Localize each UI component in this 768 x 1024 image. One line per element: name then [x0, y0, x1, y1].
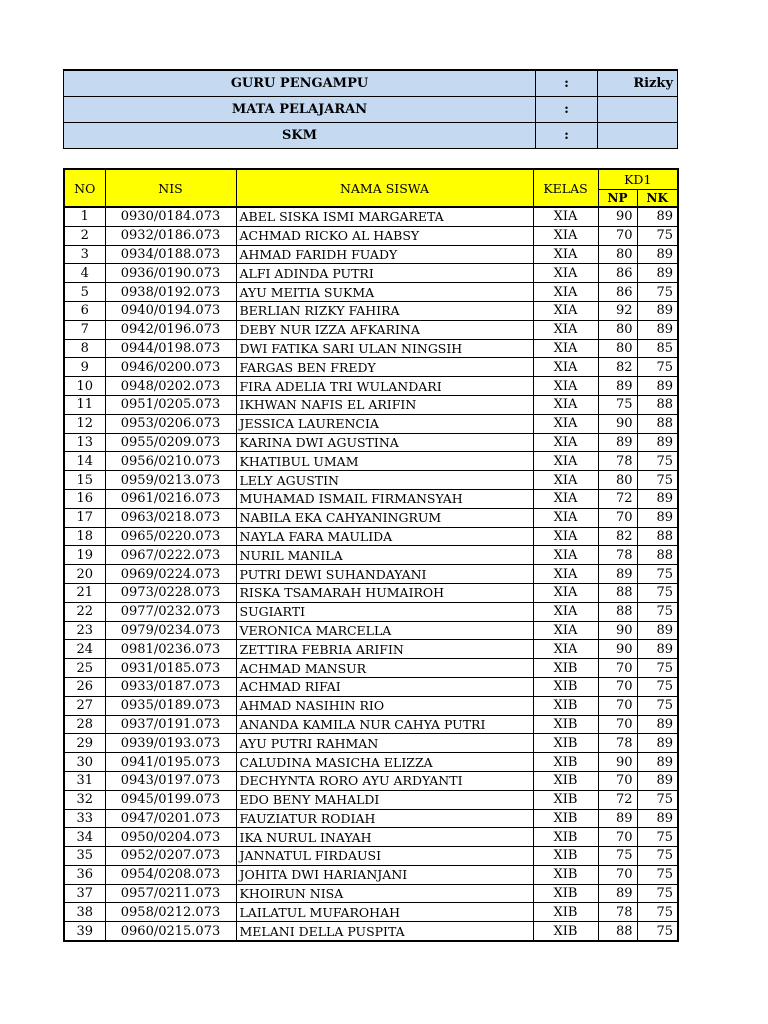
cell-no: 37 — [64, 884, 105, 903]
cell-kelas: XIA — [533, 583, 598, 602]
cell-nama-siswa: ZETTIRA FEBRIA ARIFIN — [236, 640, 533, 659]
cell-nis: 0953/0206.073 — [105, 414, 236, 433]
cell-nk: 88 — [637, 414, 678, 433]
cell-nama-siswa: MELANI DELLA PUSPITA — [236, 922, 533, 941]
table-row — [64, 677, 678, 696]
cell-no: 39 — [64, 922, 105, 941]
cell-nis: 0933/0187.073 — [105, 677, 236, 696]
cell-kelas: XIA — [533, 283, 598, 302]
header-no: NO — [64, 169, 105, 207]
cell-nis: 0940/0194.073 — [105, 301, 236, 320]
table-row — [64, 320, 678, 339]
cell-no: 30 — [64, 753, 105, 772]
cell-np: 70 — [598, 226, 637, 245]
cell-nis: 0961/0216.073 — [105, 489, 236, 508]
cell-no: 3 — [64, 245, 105, 264]
cell-nk: 89 — [637, 640, 678, 659]
info-value: Rizky — [598, 70, 678, 97]
info-separator: : — [536, 97, 598, 123]
cell-no: 31 — [64, 771, 105, 790]
cell-nis: 0969/0224.073 — [105, 565, 236, 584]
cell-np: 70 — [598, 828, 637, 847]
cell-np: 70 — [598, 508, 637, 527]
table-row — [64, 283, 678, 302]
cell-no: 16 — [64, 489, 105, 508]
cell-nis: 0932/0186.073 — [105, 226, 236, 245]
cell-no: 17 — [64, 508, 105, 527]
cell-no: 5 — [64, 283, 105, 302]
cell-np: 89 — [598, 884, 637, 903]
cell-no: 23 — [64, 621, 105, 640]
cell-nis: 0938/0192.073 — [105, 283, 236, 302]
cell-kelas: XIB — [533, 922, 598, 941]
table-row — [64, 715, 678, 734]
cell-nk: 75 — [637, 922, 678, 941]
cell-no: 8 — [64, 339, 105, 358]
cell-nis: 0977/0232.073 — [105, 602, 236, 621]
table-row — [64, 771, 678, 790]
info-table — [63, 69, 678, 149]
cell-kelas: XIB — [533, 865, 598, 884]
cell-np: 90 — [598, 207, 637, 226]
table-row — [64, 471, 678, 490]
cell-kelas: XIA — [533, 226, 598, 245]
cell-nk: 89 — [637, 771, 678, 790]
cell-nk: 75 — [637, 828, 678, 847]
cell-nis: 0973/0228.073 — [105, 583, 236, 602]
cell-kelas: XIA — [533, 546, 598, 565]
table-row — [64, 583, 678, 602]
cell-np: 90 — [598, 621, 637, 640]
cell-nk: 89 — [637, 734, 678, 753]
cell-nk: 89 — [637, 433, 678, 452]
cell-np: 70 — [598, 677, 637, 696]
cell-nk: 75 — [637, 884, 678, 903]
cell-nama-siswa: LAILATUL MUFAROHAH — [236, 903, 533, 922]
cell-np: 75 — [598, 847, 637, 866]
cell-np: 90 — [598, 414, 637, 433]
cell-np: 92 — [598, 301, 637, 320]
cell-np: 86 — [598, 283, 637, 302]
table-row — [64, 226, 678, 245]
cell-nis: 0948/0202.073 — [105, 377, 236, 396]
cell-kelas: XIB — [533, 677, 598, 696]
cell-nama-siswa: LELY AGUSTIN — [236, 471, 533, 490]
table-row — [64, 903, 678, 922]
cell-no: 20 — [64, 565, 105, 584]
cell-nama-siswa: ACHMAD RIFAI — [236, 677, 533, 696]
cell-np: 70 — [598, 865, 637, 884]
cell-nis: 0936/0190.073 — [105, 264, 236, 283]
cell-no: 12 — [64, 414, 105, 433]
cell-nama-siswa: AHMAD FARIDH FUADY — [236, 245, 533, 264]
cell-nis: 0958/0212.073 — [105, 903, 236, 922]
table-row — [64, 809, 678, 828]
cell-np: 80 — [598, 320, 637, 339]
cell-no: 38 — [64, 903, 105, 922]
cell-nama-siswa: PUTRI DEWI SUHANDAYANI — [236, 565, 533, 584]
cell-nk: 75 — [637, 659, 678, 678]
cell-no: 4 — [64, 264, 105, 283]
cell-nis: 0939/0193.073 — [105, 734, 236, 753]
cell-np: 78 — [598, 734, 637, 753]
cell-no: 10 — [64, 377, 105, 396]
cell-nis: 0942/0196.073 — [105, 320, 236, 339]
cell-nk: 89 — [637, 489, 678, 508]
table-row — [64, 659, 678, 678]
cell-nk: 89 — [637, 207, 678, 226]
table-row — [64, 433, 678, 452]
header-kd1: KD1 — [598, 169, 678, 189]
table-row — [64, 884, 678, 903]
cell-nis: 0935/0189.073 — [105, 696, 236, 715]
cell-no: 1 — [64, 207, 105, 226]
cell-nk: 75 — [637, 358, 678, 377]
cell-np: 72 — [598, 790, 637, 809]
cell-kelas: XIA — [533, 377, 598, 396]
cell-kelas: XIA — [533, 508, 598, 527]
info-row — [64, 97, 678, 123]
cell-nis: 0937/0191.073 — [105, 715, 236, 734]
cell-nk: 88 — [637, 395, 678, 414]
cell-nis: 0956/0210.073 — [105, 452, 236, 471]
cell-np: 82 — [598, 527, 637, 546]
cell-kelas: XIA — [533, 640, 598, 659]
cell-nis: 0951/0205.073 — [105, 395, 236, 414]
cell-nk: 75 — [637, 865, 678, 884]
cell-np: 78 — [598, 546, 637, 565]
cell-kelas: XIB — [533, 884, 598, 903]
cell-kelas: XIA — [533, 621, 598, 640]
cell-no: 35 — [64, 847, 105, 866]
cell-no: 28 — [64, 715, 105, 734]
cell-nis: 0931/0185.073 — [105, 659, 236, 678]
cell-nk: 89 — [637, 809, 678, 828]
cell-np: 80 — [598, 245, 637, 264]
table-row — [64, 245, 678, 264]
cell-no: 13 — [64, 433, 105, 452]
cell-nk: 89 — [637, 320, 678, 339]
cell-nis: 0950/0204.073 — [105, 828, 236, 847]
cell-kelas: XIA — [533, 207, 598, 226]
cell-nk: 75 — [637, 583, 678, 602]
cell-nama-siswa: ALFI ADINDA PUTRI — [236, 264, 533, 283]
cell-np: 75 — [598, 395, 637, 414]
cell-nama-siswa: AYU MEITIA SUKMA — [236, 283, 533, 302]
info-label: SKM — [64, 123, 536, 149]
cell-nama-siswa: BERLIAN RIZKY FAHIRA — [236, 301, 533, 320]
cell-nis: 0945/0199.073 — [105, 790, 236, 809]
cell-kelas: XIA — [533, 602, 598, 621]
cell-kelas: XIA — [533, 358, 598, 377]
cell-nk: 75 — [637, 226, 678, 245]
cell-np: 70 — [598, 696, 637, 715]
cell-kelas: XIB — [533, 790, 598, 809]
cell-nk: 88 — [637, 527, 678, 546]
cell-nama-siswa: AYU PUTRI RAHMAN — [236, 734, 533, 753]
cell-no: 19 — [64, 546, 105, 565]
cell-nis: 0963/0218.073 — [105, 508, 236, 527]
cell-kelas: XIB — [533, 771, 598, 790]
header-nk: NK — [637, 189, 678, 207]
cell-no: 2 — [64, 226, 105, 245]
cell-kelas: XIA — [533, 320, 598, 339]
cell-nama-siswa: RISKA TSAMARAH HUMAIROH — [236, 583, 533, 602]
cell-nk: 89 — [637, 264, 678, 283]
table-row — [64, 828, 678, 847]
cell-nama-siswa: KHATIBUL UMAM — [236, 452, 533, 471]
cell-nama-siswa: ABEL SISKA ISMI MARGARETA — [236, 207, 533, 226]
cell-nis: 0955/0209.073 — [105, 433, 236, 452]
table-row — [64, 358, 678, 377]
cell-np: 80 — [598, 339, 637, 358]
cell-nis: 0944/0198.073 — [105, 339, 236, 358]
info-row — [64, 70, 678, 97]
cell-kelas: XIA — [533, 565, 598, 584]
table-row — [64, 207, 678, 226]
table-row — [64, 602, 678, 621]
cell-kelas: XIB — [533, 847, 598, 866]
table-row — [64, 452, 678, 471]
cell-nk: 75 — [637, 903, 678, 922]
cell-nis: 0934/0188.073 — [105, 245, 236, 264]
student-grades-table — [63, 168, 679, 942]
cell-no: 29 — [64, 734, 105, 753]
cell-no: 34 — [64, 828, 105, 847]
cell-nk: 75 — [637, 565, 678, 584]
cell-nama-siswa: MUHAMAD ISMAIL FIRMANSYAH — [236, 489, 533, 508]
cell-np: 70 — [598, 715, 637, 734]
cell-nk: 89 — [637, 753, 678, 772]
cell-no: 18 — [64, 527, 105, 546]
table-row — [64, 508, 678, 527]
cell-nama-siswa: JANNATUL FIRDAUSI — [236, 847, 533, 866]
cell-no: 24 — [64, 640, 105, 659]
cell-kelas: XIB — [533, 715, 598, 734]
cell-kelas: XIB — [533, 809, 598, 828]
cell-nama-siswa: DEBY NUR IZZA AFKARINA — [236, 320, 533, 339]
header-np: NP — [598, 189, 637, 207]
table-row — [64, 301, 678, 320]
cell-nk: 89 — [637, 377, 678, 396]
cell-nama-siswa: ACHMAD RICKO AL HABSY — [236, 226, 533, 245]
info-separator: : — [536, 70, 598, 97]
cell-np: 89 — [598, 565, 637, 584]
cell-np: 72 — [598, 489, 637, 508]
cell-nama-siswa: CALUDINA MASICHA ELIZZA — [236, 753, 533, 772]
table-row — [64, 696, 678, 715]
cell-kelas: XIA — [533, 452, 598, 471]
cell-kelas: XIB — [533, 696, 598, 715]
cell-no: 25 — [64, 659, 105, 678]
header-kelas: KELAS — [533, 169, 598, 207]
cell-nama-siswa: KARINA DWI AGUSTINA — [236, 433, 533, 452]
cell-nama-siswa: FIRA ADELIA TRI WULANDARI — [236, 377, 533, 396]
cell-nama-siswa: JOHITA DWI HARIANJANI — [236, 865, 533, 884]
table-row — [64, 621, 678, 640]
table-row — [64, 264, 678, 283]
table-row — [64, 640, 678, 659]
cell-no: 32 — [64, 790, 105, 809]
cell-np: 70 — [598, 771, 637, 790]
cell-nk: 75 — [637, 471, 678, 490]
cell-kelas: XIB — [533, 659, 598, 678]
cell-no: 27 — [64, 696, 105, 715]
cell-kelas: XIA — [533, 264, 598, 283]
cell-nama-siswa: FAUZIATUR RODIAH — [236, 809, 533, 828]
cell-nk: 89 — [637, 715, 678, 734]
table-row — [64, 527, 678, 546]
cell-no: 22 — [64, 602, 105, 621]
cell-no: 7 — [64, 320, 105, 339]
cell-np: 80 — [598, 471, 637, 490]
cell-kelas: XIA — [533, 489, 598, 508]
cell-nk: 89 — [637, 301, 678, 320]
cell-nama-siswa: NURIL MANILA — [236, 546, 533, 565]
cell-nk: 85 — [637, 339, 678, 358]
info-label: MATA PELAJARAN — [64, 97, 536, 123]
cell-nama-siswa: NABILA EKA CAHYANINGRUM — [236, 508, 533, 527]
cell-nama-siswa: FARGAS BEN FREDY — [236, 358, 533, 377]
cell-nis: 0957/0211.073 — [105, 884, 236, 903]
cell-nis: 0967/0222.073 — [105, 546, 236, 565]
cell-nk: 75 — [637, 790, 678, 809]
cell-nk: 75 — [637, 602, 678, 621]
table-row — [64, 753, 678, 772]
cell-no: 11 — [64, 395, 105, 414]
cell-kelas: XIB — [533, 828, 598, 847]
table-row — [64, 339, 678, 358]
info-label: GURU PENGAMPU — [64, 70, 536, 97]
cell-np: 89 — [598, 809, 637, 828]
cell-no: 15 — [64, 471, 105, 490]
cell-nis: 0952/0207.073 — [105, 847, 236, 866]
info-row — [64, 123, 678, 149]
cell-nama-siswa: ANANDA KAMILA NUR CAHYA PUTRI — [236, 715, 533, 734]
cell-nk: 75 — [637, 452, 678, 471]
table-row — [64, 395, 678, 414]
info-separator: : — [536, 123, 598, 149]
cell-np: 88 — [598, 602, 637, 621]
cell-kelas: XIA — [533, 339, 598, 358]
cell-nis: 0930/0184.073 — [105, 207, 236, 226]
cell-nis: 0947/0201.073 — [105, 809, 236, 828]
cell-nis: 0959/0213.073 — [105, 471, 236, 490]
cell-nama-siswa: IKHWAN NAFIS EL ARIFIN — [236, 395, 533, 414]
info-value — [598, 123, 678, 149]
cell-nama-siswa: DECHYNTA RORO AYU ARDYANTI — [236, 771, 533, 790]
cell-nis: 0965/0220.073 — [105, 527, 236, 546]
cell-nk: 89 — [637, 621, 678, 640]
cell-kelas: XIA — [533, 395, 598, 414]
cell-np: 70 — [598, 659, 637, 678]
cell-no: 33 — [64, 809, 105, 828]
cell-kelas: XIA — [533, 414, 598, 433]
cell-no: 26 — [64, 677, 105, 696]
cell-nama-siswa: IKA NURUL INAYAH — [236, 828, 533, 847]
cell-np: 78 — [598, 452, 637, 471]
cell-nama-siswa: JESSICA LAURENCIA — [236, 414, 533, 433]
table-row — [64, 377, 678, 396]
cell-np: 90 — [598, 753, 637, 772]
cell-np: 88 — [598, 922, 637, 941]
table-row — [64, 847, 678, 866]
cell-nis: 0979/0234.073 — [105, 621, 236, 640]
cell-np: 89 — [598, 433, 637, 452]
cell-no: 36 — [64, 865, 105, 884]
cell-kelas: XIA — [533, 301, 598, 320]
table-row — [64, 565, 678, 584]
cell-nama-siswa: AHMAD NASIHIN RIO — [236, 696, 533, 715]
cell-nama-siswa: ACHMAD MANSUR — [236, 659, 533, 678]
cell-nis: 0943/0197.073 — [105, 771, 236, 790]
cell-nama-siswa: KHOIRUN NISA — [236, 884, 533, 903]
table-row — [64, 414, 678, 433]
header-nama-siswa: NAMA SISWA — [236, 169, 533, 207]
cell-nama-siswa: EDO BENY MAHALDI — [236, 790, 533, 809]
cell-kelas: XIB — [533, 753, 598, 772]
cell-nk: 75 — [637, 677, 678, 696]
cell-no: 14 — [64, 452, 105, 471]
header-nis: NIS — [105, 169, 236, 207]
cell-np: 89 — [598, 377, 637, 396]
cell-nis: 0941/0195.073 — [105, 753, 236, 772]
cell-no: 21 — [64, 583, 105, 602]
cell-np: 78 — [598, 903, 637, 922]
cell-nama-siswa: DWI FATIKA SARI ULAN NINGSIH — [236, 339, 533, 358]
cell-nis: 0954/0208.073 — [105, 865, 236, 884]
table-row — [64, 489, 678, 508]
table-row — [64, 922, 678, 941]
cell-kelas: XIA — [533, 527, 598, 546]
cell-nk: 89 — [637, 508, 678, 527]
cell-kelas: XIB — [533, 903, 598, 922]
cell-nama-siswa: VERONICA MARCELLA — [236, 621, 533, 640]
cell-nk: 75 — [637, 696, 678, 715]
cell-np: 82 — [598, 358, 637, 377]
table-row — [64, 865, 678, 884]
cell-nk: 75 — [637, 847, 678, 866]
table-row — [64, 546, 678, 565]
cell-nk: 88 — [637, 546, 678, 565]
cell-kelas: XIA — [533, 433, 598, 452]
cell-nk: 75 — [637, 283, 678, 302]
cell-nama-siswa: SUGIARTI — [236, 602, 533, 621]
table-row — [64, 790, 678, 809]
cell-kelas: XIA — [533, 245, 598, 264]
cell-nis: 0946/0200.073 — [105, 358, 236, 377]
cell-kelas: XIB — [533, 734, 598, 753]
cell-no: 9 — [64, 358, 105, 377]
cell-nis: 0981/0236.073 — [105, 640, 236, 659]
cell-nk: 89 — [637, 245, 678, 264]
cell-kelas: XIA — [533, 471, 598, 490]
cell-np: 88 — [598, 583, 637, 602]
cell-nama-siswa: NAYLA FARA MAULIDA — [236, 527, 533, 546]
cell-no: 6 — [64, 301, 105, 320]
cell-np: 90 — [598, 640, 637, 659]
table-row — [64, 734, 678, 753]
info-value — [598, 97, 678, 123]
cell-np: 86 — [598, 264, 637, 283]
cell-nis: 0960/0215.073 — [105, 922, 236, 941]
